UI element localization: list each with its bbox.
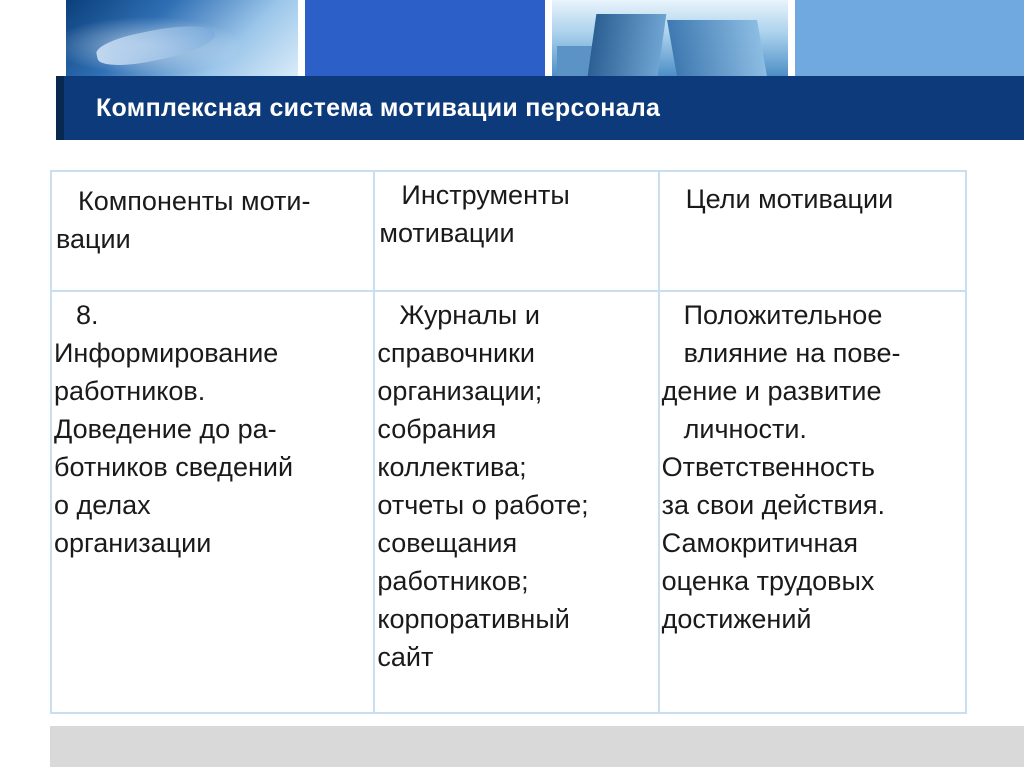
- header-cell-instruments: Инструменты мотивации: [374, 171, 658, 291]
- title-bar: [56, 76, 1024, 140]
- slide-title: Комплексная система мотивации персонала: [96, 93, 661, 122]
- banner-photo-buildings: [552, 0, 788, 76]
- banner-blue-panel: [305, 0, 545, 76]
- table-header-row: [51, 171, 966, 291]
- header-cell-components: Компоненты моти- вации: [51, 171, 374, 291]
- banner-light-blue-panel: [795, 0, 1024, 76]
- motivation-table: [50, 170, 967, 714]
- banner-photo-keyboard: [66, 0, 298, 76]
- cell-component: 8. Информирование работников. Доведение до ра- ботников сведений о делах организации: [51, 291, 374, 713]
- footer-strip: [50, 726, 1024, 767]
- cell-goals: Положительное влияние на пове- дение и развитие личности. Ответственность за свои действия. Самокритичная оценка трудовых достижений: [659, 291, 966, 713]
- cell-instruments: Журналы и справочники организации; собрания коллектива; отчеты о работе; совещания работников; корпоративный сайт: [374, 291, 658, 713]
- header-cell-goals: Цели мотивации: [659, 171, 966, 291]
- table-row: [51, 291, 966, 713]
- header-banner: [0, 0, 1024, 76]
